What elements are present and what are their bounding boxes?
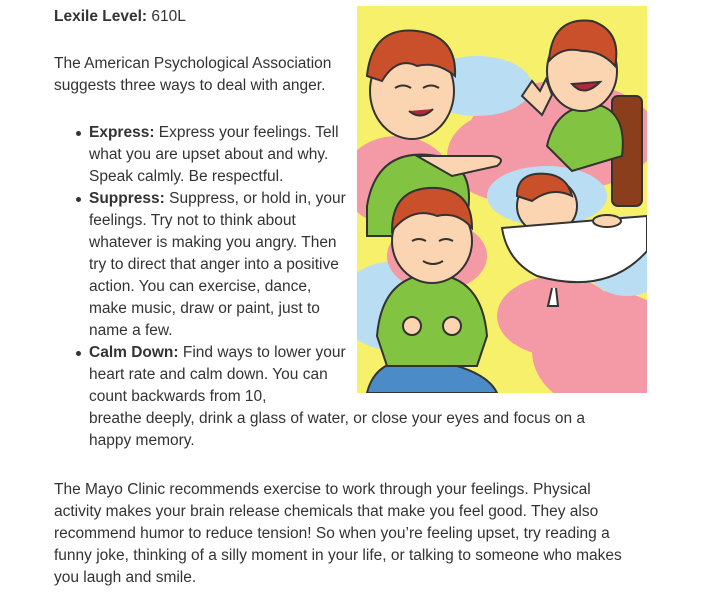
lexile-level [54,6,186,28]
lexile-value: 610L [151,8,186,25]
illustration [357,6,647,393]
strategy-term: Suppress: [89,190,165,207]
intro-paragraph: The American Psychological Association suggests three ways to deal with anger. [54,55,332,94]
strategy-term: Calm Down: [89,344,179,361]
strategy-text: Express your feelings. Tell what you are upset about and why. Speak calmly. Be respectful. [89,124,339,185]
strategy-term: Express: [89,124,155,141]
strategy-text-continued: breathe deeply, drink a glass of water, or close your eyes and focus on a happy memory. [89,410,585,449]
mayo-paragraph: The Mayo Clinic recommends exercise to work through your feelings. Physical activity makes your brain release chemicals that make you feel good. They also recommend humor to reduce tension! So when you’re feeling upset, try reading a funny joke, thinking of a silly moment in your life, or talking to someone who makes you laugh and smile. [54,481,622,586]
four-kids-illustration [357,6,647,393]
strategy-text: Find ways to lower your heart rate and calm down. You can count backwards from 10, [89,344,346,405]
lexile-label: Lexile Level: [54,8,148,25]
strategy-text: Suppress, or hold in, your feelings. Try not to think about whatever is making you angry. Then try to direct that anger into a positive action. You can exercise, dance, make music, draw or paint, just to name a few. [89,190,346,339]
